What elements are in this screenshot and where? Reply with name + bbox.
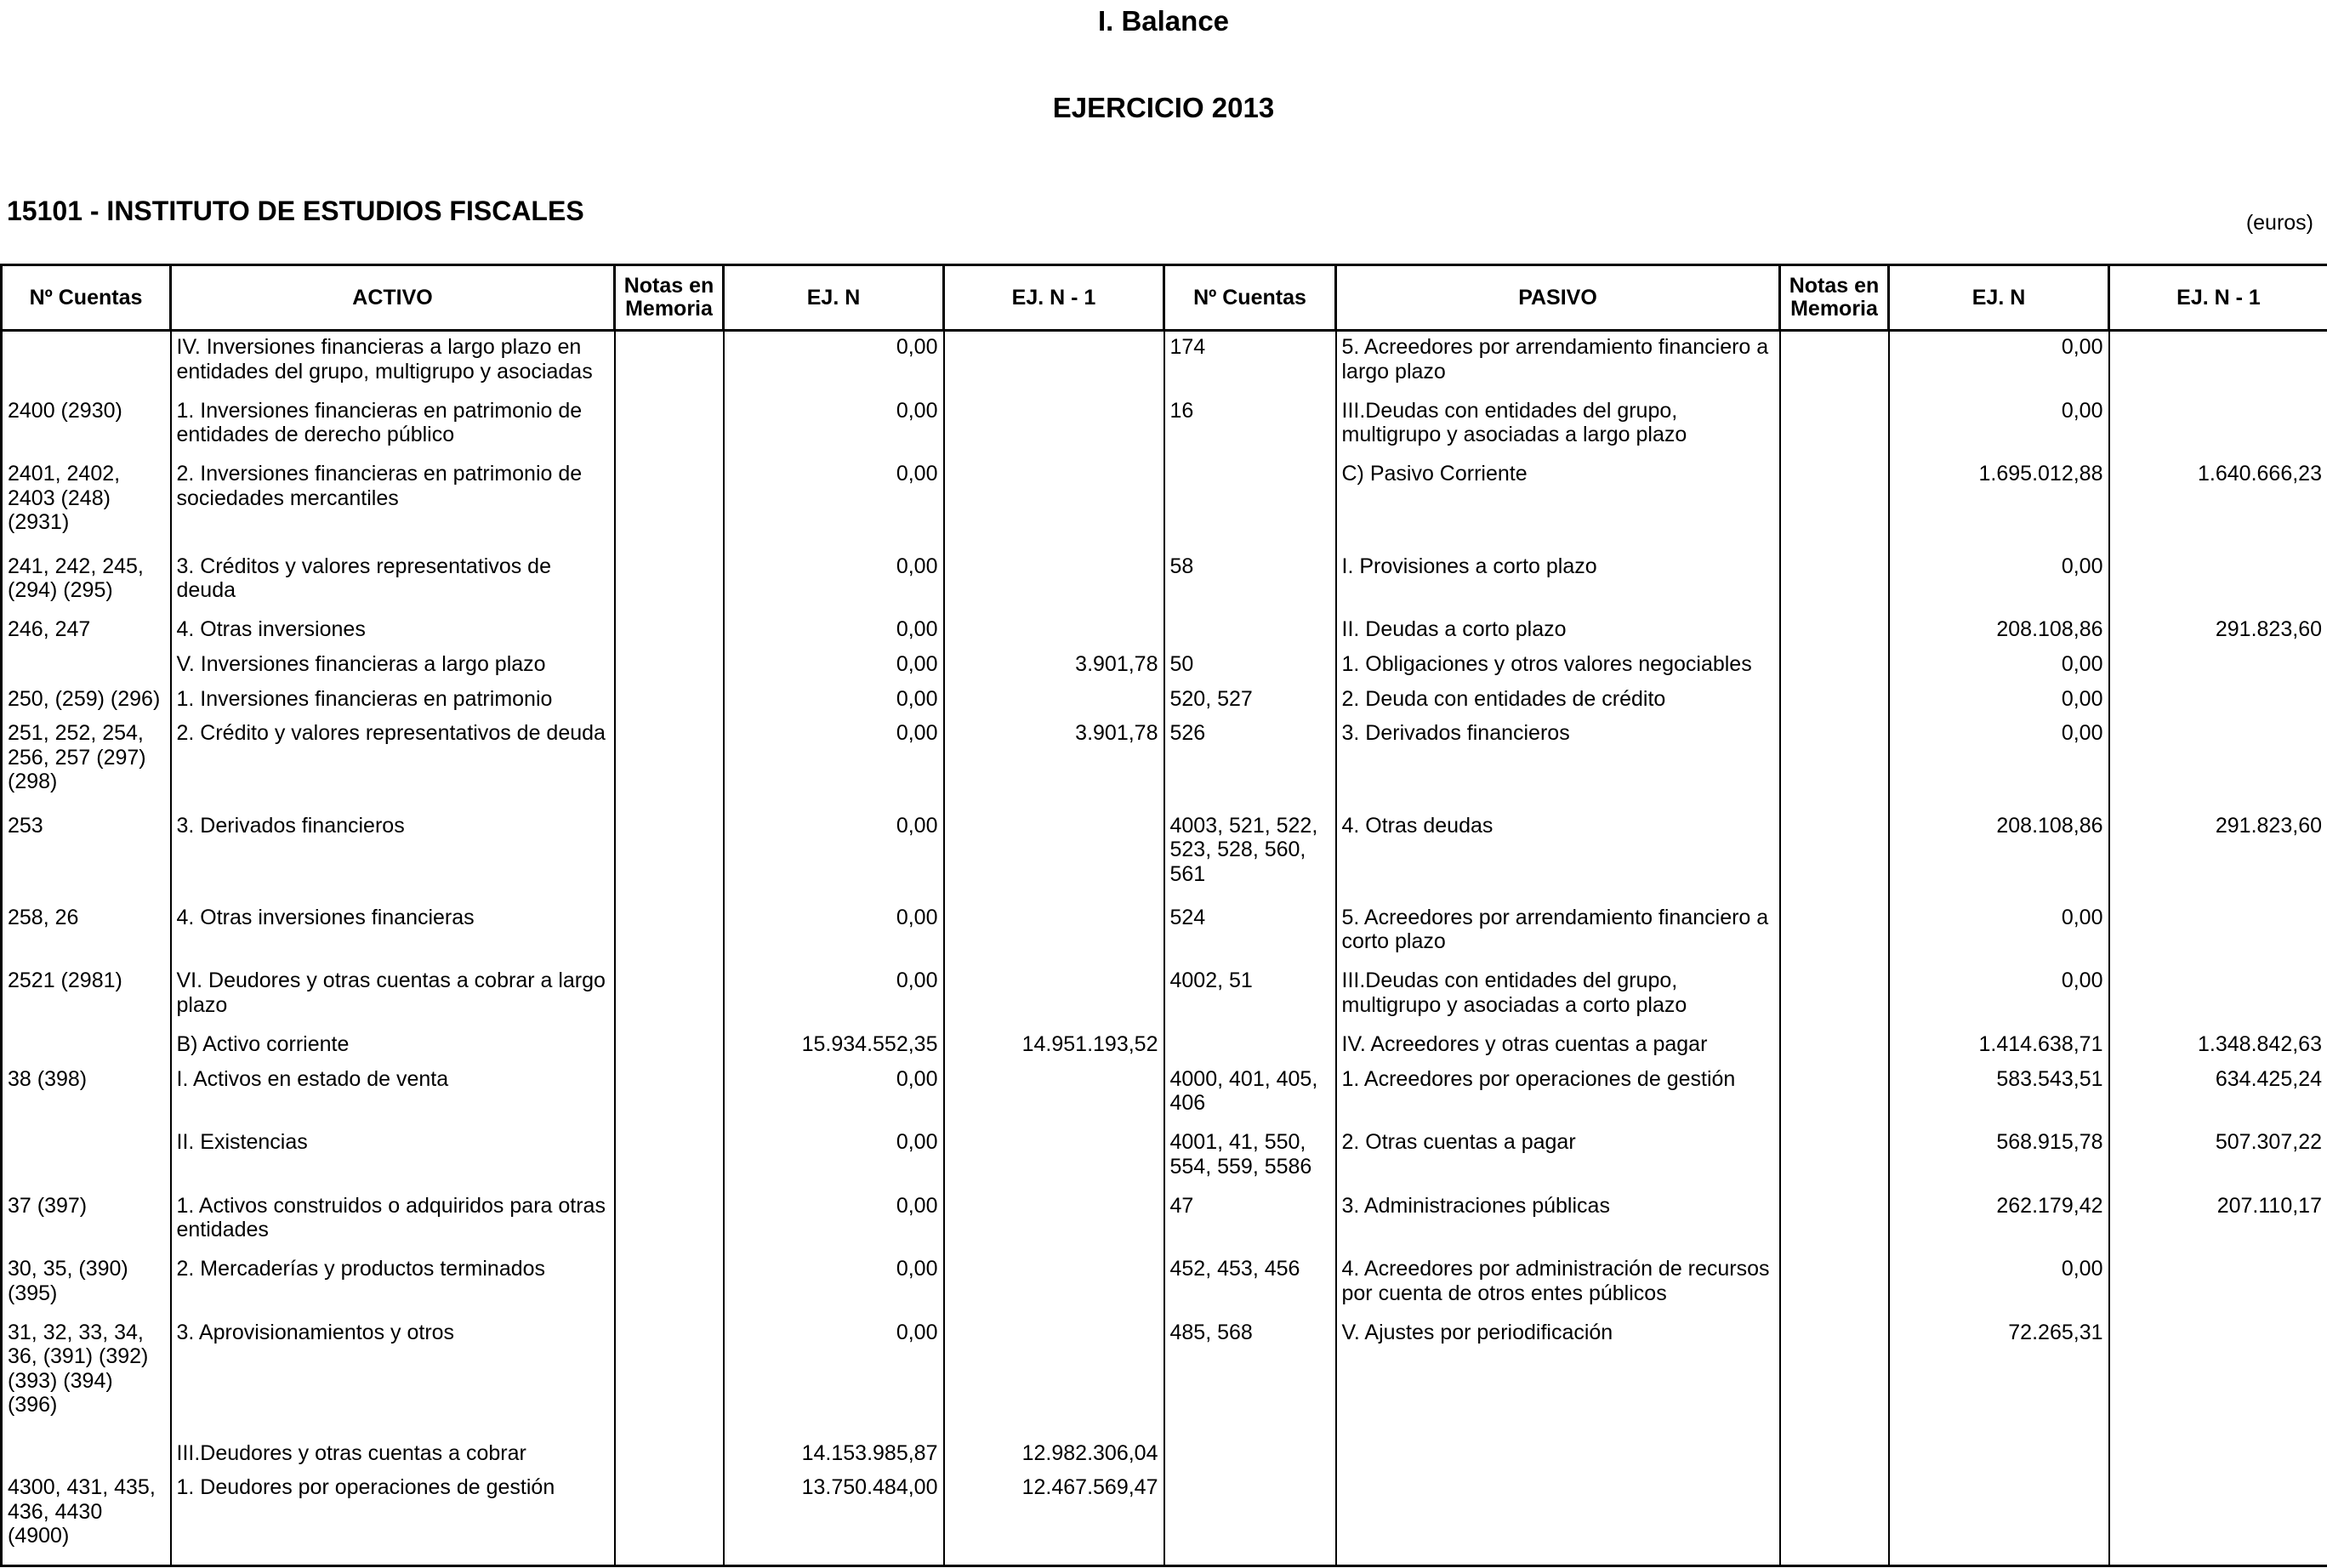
cell-ejn1-activo: 3.901,78 (944, 718, 1164, 810)
cell-cuentas-pasivo: 485, 568 (1164, 1317, 1336, 1438)
cell-cuentas-activo: 250, (259) (296) (2, 684, 171, 719)
cell-notas-activo (615, 902, 724, 966)
cell-ejn1-activo (944, 1253, 1164, 1317)
cell-cuentas-pasivo: 16 (1164, 395, 1336, 459)
cell-cuentas-pasivo: 4001, 41, 550, 554, 559, 5586 (1164, 1127, 1336, 1190)
cell-notas-activo (615, 649, 724, 684)
cell-pasivo-label: V. Ajustes por periodificación (1336, 1317, 1780, 1438)
cell-notas-activo (615, 458, 724, 550)
cell-cuentas-pasivo: 4000, 401, 405, 406 (1164, 1064, 1336, 1128)
cell-ejn1-pasivo (2109, 395, 2327, 459)
cell-notas-activo (615, 718, 724, 810)
cell-cuentas-activo: 241, 242, 245, (294) (295) (2, 551, 171, 615)
cell-notas-activo (615, 1472, 724, 1565)
cell-cuentas-pasivo: 4002, 51 (1164, 965, 1336, 1029)
cell-notas-pasivo (1780, 1253, 1889, 1317)
cell-activo-label: III.Deudores y otras cuentas a cobrar (171, 1438, 615, 1473)
cell-notas-activo (615, 810, 724, 902)
cell-ejn-pasivo: 0,00 (1889, 684, 2109, 719)
cell-notas-pasivo (1780, 965, 1889, 1029)
col-header-ejn1-pasivo: EJ. N - 1 (2109, 265, 2327, 331)
cell-cuentas-pasivo: 4003, 521, 522, 523, 528, 560, 561 (1164, 810, 1336, 902)
cell-cuentas-pasivo (1164, 614, 1336, 649)
cell-activo-label: VI. Deudores y otras cuentas a cobrar a largo plazo (171, 965, 615, 1029)
cell-ejn-pasivo: 208.108,86 (1889, 810, 2109, 902)
cell-notas-pasivo (1780, 1064, 1889, 1128)
cell-ejn1-activo (944, 965, 1164, 1029)
cell-notas-pasivo (1780, 1029, 1889, 1064)
cell-ejn-pasivo: 1.695.012,88 (1889, 458, 2109, 550)
cell-cuentas-pasivo: 452, 453, 456 (1164, 1253, 1336, 1317)
table-row (2, 458, 2327, 550)
cell-ejn-pasivo (1889, 1438, 2109, 1473)
col-header-ejn-pasivo: EJ. N (1889, 265, 2109, 331)
cell-notas-pasivo (1780, 810, 1889, 902)
cell-notas-activo (615, 614, 724, 649)
cell-pasivo-label: 1. Acreedores por operaciones de gestión (1336, 1064, 1780, 1128)
cell-cuentas-pasivo: 526 (1164, 718, 1336, 810)
cell-notas-pasivo (1780, 1317, 1889, 1438)
cell-activo-label: 1. Inversiones financieras en patrimonio de entidades de derecho público (171, 395, 615, 459)
cell-cuentas-activo (2, 649, 171, 684)
cell-ejn1-activo (944, 810, 1164, 902)
cell-ejn-activo: 14.153.985,87 (724, 1438, 944, 1473)
cell-ejn1-activo (944, 331, 1164, 395)
cell-ejn-activo: 0,00 (724, 1253, 944, 1317)
cell-notas-pasivo (1780, 551, 1889, 615)
cell-notas-activo (615, 684, 724, 719)
table-row (2, 718, 2327, 810)
cell-activo-label: 3. Derivados financieros (171, 810, 615, 902)
cell-notas-activo (615, 965, 724, 1029)
cell-ejn-pasivo: 0,00 (1889, 551, 2109, 615)
table-row (2, 810, 2327, 902)
cell-pasivo-label: III.Deudas con entidades del grupo, multigrupo y asociadas a corto plazo (1336, 965, 1780, 1029)
table-row (2, 1190, 2327, 1254)
cell-ejn-pasivo: 208.108,86 (1889, 614, 2109, 649)
cell-notas-pasivo (1780, 395, 1889, 459)
cell-pasivo-label: 4. Acreedores por administración de recursos por cuenta de otros entes públicos (1336, 1253, 1780, 1317)
cell-ejn1-pasivo (2109, 1472, 2327, 1565)
cell-pasivo-label: 4. Otras deudas (1336, 810, 1780, 902)
col-header-notas-activo: Notas en Memoria (615, 265, 724, 331)
cell-ejn1-activo (944, 458, 1164, 550)
table-row (2, 1472, 2327, 1565)
cell-cuentas-activo (2, 1127, 171, 1190)
cell-cuentas-activo (2, 1029, 171, 1064)
cell-pasivo-label: 2. Deuda con entidades de crédito (1336, 684, 1780, 719)
cell-ejn-activo: 0,00 (724, 395, 944, 459)
cell-ejn-activo: 0,00 (724, 684, 944, 719)
cell-activo-label: 1. Deudores por operaciones de gestión (171, 1472, 615, 1565)
cell-ejn-activo: 0,00 (724, 1127, 944, 1190)
cell-ejn-activo: 0,00 (724, 551, 944, 615)
cell-ejn-pasivo: 0,00 (1889, 395, 2109, 459)
cell-ejn1-activo (944, 551, 1164, 615)
cell-pasivo-label (1336, 1438, 1780, 1473)
cell-ejn1-pasivo: 291.823,60 (2109, 810, 2327, 902)
report-title: I. Balance (1097, 5, 1230, 37)
cell-cuentas-activo: 4300, 431, 435, 436, 4430 (4900) (2, 1472, 171, 1565)
table-row (2, 965, 2327, 1029)
table-row (2, 331, 2327, 395)
cell-notas-pasivo (1780, 649, 1889, 684)
cell-ejn-activo: 0,00 (724, 718, 944, 810)
cell-ejn-activo: 0,00 (724, 810, 944, 902)
cell-cuentas-activo: 2400 (2930) (2, 395, 171, 459)
cell-ejn1-pasivo: 634.425,24 (2109, 1064, 2327, 1128)
cell-notas-activo (615, 331, 724, 395)
cell-notas-activo (615, 1317, 724, 1438)
cell-cuentas-activo: 2401, 2402, 2403 (248) (2931) (2, 458, 171, 550)
cell-ejn1-activo (944, 614, 1164, 649)
cell-notas-pasivo (1780, 331, 1889, 395)
cell-notas-activo (615, 551, 724, 615)
cell-ejn1-activo (944, 1127, 1164, 1190)
cell-ejn-activo: 0,00 (724, 1317, 944, 1438)
cell-ejn-pasivo: 72.265,31 (1889, 1317, 2109, 1438)
cell-ejn-activo: 0,00 (724, 1064, 944, 1128)
cell-cuentas-activo: 258, 26 (2, 902, 171, 966)
cell-ejn1-activo (944, 395, 1164, 459)
cell-activo-label: 2. Crédito y valores representativos de deuda (171, 718, 615, 810)
cell-cuentas-pasivo: 50 (1164, 649, 1336, 684)
cell-notas-pasivo (1780, 718, 1889, 810)
cell-cuentas-pasivo (1164, 458, 1336, 550)
table-row (2, 1438, 2327, 1473)
cell-activo-label: II. Existencias (171, 1127, 615, 1190)
cell-pasivo-label: IV. Acreedores y otras cuentas a pagar (1336, 1029, 1780, 1064)
cell-cuentas-activo: 37 (397) (2, 1190, 171, 1254)
col-header-cuentas-activo: Nº Cuentas (2, 265, 171, 331)
cell-ejn1-pasivo (2109, 902, 2327, 966)
cell-cuentas-activo: 253 (2, 810, 171, 902)
cell-notas-pasivo (1780, 684, 1889, 719)
table-row (2, 551, 2327, 615)
cell-notas-pasivo (1780, 902, 1889, 966)
cell-ejn1-activo (944, 1317, 1164, 1438)
cell-cuentas-activo (2, 331, 171, 395)
cell-ejn-pasivo: 0,00 (1889, 965, 2109, 1029)
cell-activo-label: V. Inversiones financieras a largo plazo (171, 649, 615, 684)
cell-notas-activo (615, 395, 724, 459)
cell-cuentas-pasivo: 520, 527 (1164, 684, 1336, 719)
cell-notas-activo (615, 1438, 724, 1473)
cell-cuentas-activo: 31, 32, 33, 34, 36, (391) (392) (393) (394) (396) (2, 1317, 171, 1438)
col-header-pasivo: PASIVO (1336, 265, 1780, 331)
cell-ejn-activo: 0,00 (724, 614, 944, 649)
cell-ejn1-pasivo (2109, 331, 2327, 395)
cell-cuentas-activo: 2521 (2981) (2, 965, 171, 1029)
table-row (2, 649, 2327, 684)
cell-activo-label: 3. Créditos y valores representativos de deuda (171, 551, 615, 615)
cell-pasivo-label (1336, 1472, 1780, 1565)
cell-ejn-pasivo: 583.543,51 (1889, 1064, 2109, 1128)
col-header-cuentas-pasivo: Nº Cuentas (1164, 265, 1336, 331)
col-header-notas-pasivo: Notas en Memoria (1780, 265, 1889, 331)
cell-ejn-pasivo: 262.179,42 (1889, 1190, 2109, 1254)
cell-cuentas-pasivo: 58 (1164, 551, 1336, 615)
cell-ejn1-activo (944, 684, 1164, 719)
cell-pasivo-label: 1. Obligaciones y otros valores negociables (1336, 649, 1780, 684)
col-header-ejn1-activo: EJ. N - 1 (944, 265, 1164, 331)
cell-ejn1-activo: 12.982.306,04 (944, 1438, 1164, 1473)
cell-ejn1-activo: 3.901,78 (944, 649, 1164, 684)
cell-ejn-activo: 0,00 (724, 331, 944, 395)
cell-notas-pasivo (1780, 1438, 1889, 1473)
cell-notas-activo (615, 1253, 724, 1317)
entity-name: 15101 - INSTITUTO DE ESTUDIOS FISCALES (7, 196, 584, 226)
cell-activo-label: 3. Aprovisionamientos y otros (171, 1317, 615, 1438)
cell-cuentas-activo: 30, 35, (390) (395) (2, 1253, 171, 1317)
cell-ejn1-pasivo (2109, 1317, 2327, 1438)
table-row (2, 1064, 2327, 1128)
cell-cuentas-activo: 251, 252, 254, 256, 257 (297) (298) (2, 718, 171, 810)
cell-ejn1-pasivo (2109, 1438, 2327, 1473)
cell-cuentas-pasivo (1164, 1438, 1336, 1473)
balance-rows (2, 331, 2327, 1566)
cell-activo-label: IV. Inversiones financieras a largo plazo en entidades del grupo, multigrupo y asociadas (171, 331, 615, 395)
cell-notas-activo (615, 1127, 724, 1190)
cell-ejn1-activo (944, 1190, 1164, 1254)
cell-notas-pasivo (1780, 1472, 1889, 1565)
cell-ejn1-activo (944, 1064, 1164, 1128)
cell-pasivo-label: I. Provisiones a corto plazo (1336, 551, 1780, 615)
cell-ejn-activo: 0,00 (724, 1190, 944, 1254)
cell-activo-label: 2. Mercaderías y productos terminados (171, 1253, 615, 1317)
cell-ejn-pasivo (1889, 1472, 2109, 1565)
cell-cuentas-activo: 246, 247 (2, 614, 171, 649)
table-row (2, 684, 2327, 719)
cell-ejn-activo: 0,00 (724, 649, 944, 684)
currency-unit: (euros) (2245, 211, 2313, 235)
col-header-ejn-activo: EJ. N (724, 265, 944, 331)
cell-pasivo-label: II. Deudas a corto plazo (1336, 614, 1780, 649)
table-row (2, 1317, 2327, 1438)
cell-cuentas-activo: 38 (398) (2, 1064, 171, 1128)
cell-pasivo-label: C) Pasivo Corriente (1336, 458, 1780, 550)
cell-activo-label: 1. Inversiones financieras en patrimonio (171, 684, 615, 719)
cell-ejn1-activo: 12.467.569,47 (944, 1472, 1164, 1565)
cell-notas-activo (615, 1029, 724, 1064)
cell-ejn-pasivo: 0,00 (1889, 331, 2109, 395)
cell-activo-label: 4. Otras inversiones (171, 614, 615, 649)
cell-ejn1-pasivo: 207.110,17 (2109, 1190, 2327, 1254)
cell-ejn-activo: 0,00 (724, 965, 944, 1029)
cell-ejn-activo: 15.934.552,35 (724, 1029, 944, 1064)
cell-ejn1-pasivo (2109, 965, 2327, 1029)
cell-notas-activo (615, 1064, 724, 1128)
cell-ejn1-activo: 14.951.193,52 (944, 1029, 1164, 1064)
cell-activo-label: 4. Otras inversiones financieras (171, 902, 615, 966)
cell-ejn-pasivo: 0,00 (1889, 649, 2109, 684)
cell-cuentas-pasivo: 524 (1164, 902, 1336, 966)
cell-ejn-activo: 13.750.484,00 (724, 1472, 944, 1565)
header-row (2, 265, 2327, 331)
table-row (2, 1029, 2327, 1064)
cell-notas-pasivo (1780, 1127, 1889, 1190)
cell-ejn-activo: 0,00 (724, 458, 944, 550)
cell-ejn1-pasivo: 1.640.666,23 (2109, 458, 2327, 550)
cell-ejn1-pasivo (2109, 1253, 2327, 1317)
cell-cuentas-pasivo: 174 (1164, 331, 1336, 395)
cell-cuentas-pasivo (1164, 1472, 1336, 1565)
cell-ejn-pasivo: 0,00 (1889, 718, 2109, 810)
cell-ejn1-activo (944, 902, 1164, 966)
cell-ejn1-pasivo: 507.307,22 (2109, 1127, 2327, 1190)
table-row (2, 1127, 2327, 1190)
cell-ejn-pasivo: 0,00 (1889, 1253, 2109, 1317)
cell-activo-label: 1. Activos construidos o adquiridos para otras entidades (171, 1190, 615, 1254)
cell-pasivo-label: 2. Otras cuentas a pagar (1336, 1127, 1780, 1190)
cell-ejn-pasivo: 0,00 (1889, 902, 2109, 966)
cell-pasivo-label: 3. Administraciones públicas (1336, 1190, 1780, 1254)
cell-ejn1-pasivo: 1.348.842,63 (2109, 1029, 2327, 1064)
cell-ejn1-pasivo: 291.823,60 (2109, 614, 2327, 649)
table-row (2, 1253, 2327, 1317)
cell-ejn1-pasivo (2109, 551, 2327, 615)
cell-activo-label: B) Activo corriente (171, 1029, 615, 1064)
cell-ejn-pasivo: 568.915,78 (1889, 1127, 2109, 1190)
col-header-activo: ACTIVO (171, 265, 615, 331)
cell-ejn1-pasivo (2109, 718, 2327, 810)
cell-cuentas-pasivo: 47 (1164, 1190, 1336, 1254)
cell-pasivo-label: 5. Acreedores por arrendamiento financiero a largo plazo (1336, 331, 1780, 395)
table-row (2, 902, 2327, 966)
cell-ejn1-pasivo (2109, 684, 2327, 719)
cell-notas-activo (615, 1190, 724, 1254)
cell-notas-pasivo (1780, 614, 1889, 649)
cell-activo-label: I. Activos en estado de venta (171, 1064, 615, 1128)
cell-cuentas-pasivo (1164, 1029, 1336, 1064)
cell-pasivo-label: 3. Derivados financieros (1336, 718, 1780, 810)
cell-notas-pasivo (1780, 1190, 1889, 1254)
report-year: EJERCICIO 2013 (1052, 92, 1275, 123)
table-row (2, 395, 2327, 459)
cell-pasivo-label: III.Deudas con entidades del grupo, multigrupo y asociadas a largo plazo (1336, 395, 1780, 459)
cell-notas-pasivo (1780, 458, 1889, 550)
cell-cuentas-activo (2, 1438, 171, 1473)
cell-pasivo-label: 5. Acreedores por arrendamiento financiero a corto plazo (1336, 902, 1780, 966)
balance-table (0, 264, 2327, 1567)
cell-ejn-pasivo: 1.414.638,71 (1889, 1029, 2109, 1064)
cell-activo-label: 2. Inversiones financieras en patrimonio de sociedades mercantiles (171, 458, 615, 550)
cell-ejn-activo: 0,00 (724, 902, 944, 966)
table-row (2, 614, 2327, 649)
cell-ejn1-pasivo (2109, 649, 2327, 684)
